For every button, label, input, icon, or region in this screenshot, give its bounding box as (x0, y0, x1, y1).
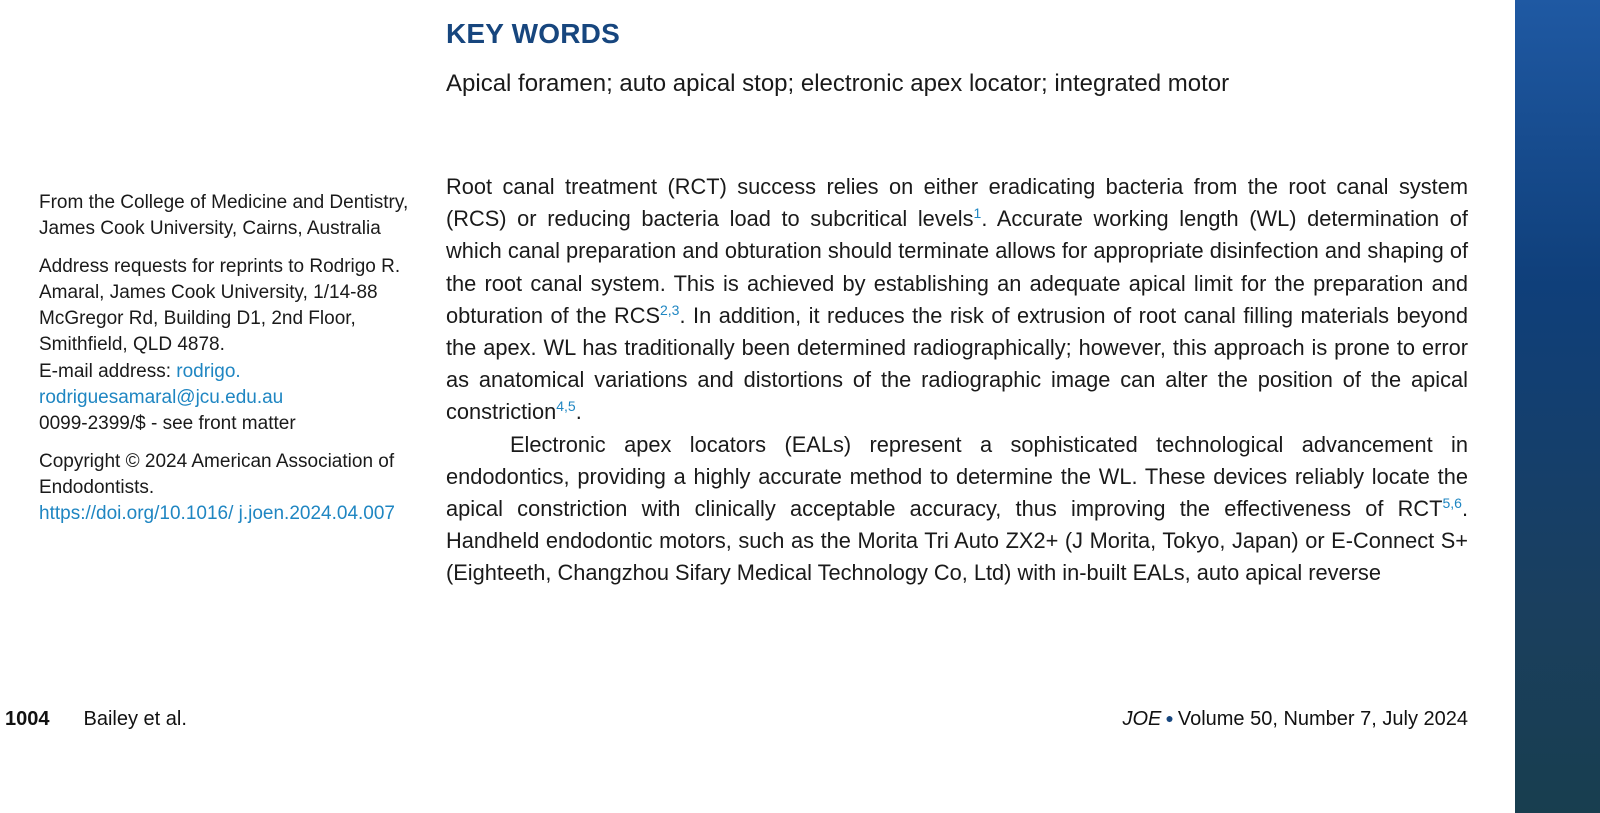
p1-text-2: . Accurate working length (WL) determination of which canal preparation and obturation should terminate allows for appropriate disinfection and shaping of the root canal system. This is achieved by establishing an adequate apical limit for the preparation and obturation of the RCS (446, 206, 1468, 328)
keywords-heading: KEY WORDS (446, 18, 620, 49)
footer-right (1122, 708, 1468, 731)
copyright-line: Copyright © 2024 American Association of Endodontists. (39, 450, 395, 498)
bullet-icon: ● (1165, 710, 1174, 726)
p1-text-1: Root canal treatment (RCT) success relies on either eradicating bacteria from the root canal system (RCS) or reducing bacteria load to subcritical levels (446, 174, 1468, 232)
issn-line: 0099-2399/$ - see front matter (39, 413, 296, 435)
citation-ref[interactable]: 4,5 (556, 398, 576, 415)
email-label: E-mail address: (39, 360, 177, 382)
doi-link[interactable]: https://doi.org/10.1016/ j.joen.2024.04.007 (39, 503, 395, 525)
email-line (39, 359, 409, 412)
body-paragraph-2 (446, 429, 1468, 590)
email-link[interactable]: rodrigo. rodriguesamaral@jcu.edu.au (39, 360, 284, 409)
keywords-list: Apical foramen; auto apical stop; electronic apex locator; integrated motor (446, 70, 1230, 97)
decorative-side-band (1515, 0, 1600, 813)
affiliation-column (39, 190, 409, 528)
citation-ref[interactable]: 5,6 (1442, 495, 1462, 512)
citation-ref[interactable]: 2,3 (660, 301, 680, 318)
issue-info: Volume 50, Number 7, July 2024 (1177, 708, 1468, 730)
footer-left (5, 708, 187, 731)
body-paragraph-1 (446, 171, 1468, 429)
reprint-address: Address requests for reprints to Rodrigo R. Amaral, James Cook University, 1/14-88 McGregor Rd, Building D1, 2nd Floor, Smithfield, QLD 4878. (39, 255, 401, 356)
citation-ref[interactable]: 1 (973, 205, 982, 222)
p2-text-2: . Handheld endodontic motors, such as the Morita Tri Auto ZX2+ (J Morita, Tokyo, Japan) or E-Connect S+ (Eighteeth, Changzhou Sifary Medical Technology Co, Ltd) with in-built EALs, auto apical reverse (446, 496, 1468, 586)
running-authors: Bailey et al. (83, 708, 187, 730)
p2-text-1: Electronic apex locators (EALs) represent a sophisticated technological advancement in endodontics, providing a highly accurate method to determine the WL. These devices reliably locate the apical constriction with clinically acceptable accuracy, thus improving the effectiveness of RCT (446, 431, 1468, 522)
p1-text-4: . (575, 399, 582, 425)
journal-name: JOE (1122, 708, 1162, 730)
p1-text-3: . In addition, it reduces the risk of extrusion of root canal filling materials beyond the apex. WL has traditionally been determined radiographically; however, this approach is prone to error as anatomical variations and distortions of the radiographic image can alter the position of the apical constriction (446, 302, 1469, 425)
affiliation-institution: From the College of Medicine and Dentistry, James Cook University, Cairns, Australia (39, 192, 409, 240)
article-body (446, 171, 1468, 590)
page-number: 1004 (5, 708, 50, 730)
